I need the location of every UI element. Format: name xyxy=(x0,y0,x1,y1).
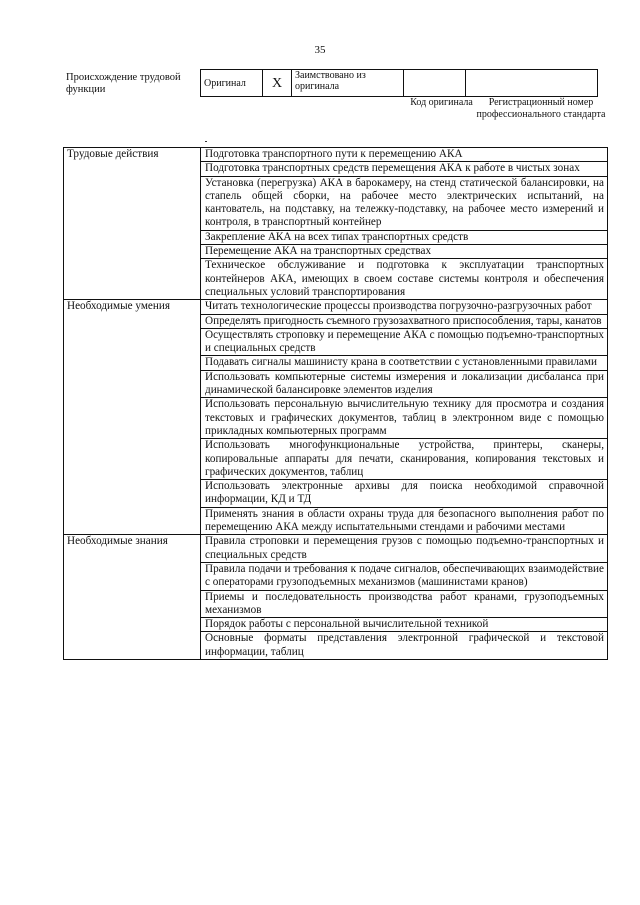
code-label: Код оригинала xyxy=(410,97,473,108)
category-cell: Необходимые знания xyxy=(64,535,201,660)
original-mark: X xyxy=(263,70,292,97)
table-row xyxy=(64,300,608,314)
item-cell: Применять знания в области охраны труда для безопасного выполнения работ по перемещению АКА между испытательными стендами и рабочими местами xyxy=(201,507,608,535)
item-cell: Использовать компьютерные системы измерения и локализации дисбаланса при динамической балансировке элементов изделия xyxy=(201,370,608,398)
item-cell: Приемы и последовательность производства работ кранами, грузоподъемных механизмов xyxy=(201,590,608,618)
item-cell: Использовать электронные архивы для поиска необходимой справочной информации, КД и ТД xyxy=(201,480,608,508)
table-row xyxy=(64,535,608,563)
labor-function-table xyxy=(63,147,608,660)
labor-function-table-body xyxy=(64,148,608,660)
item-cell: Основные форматы представления электронной графической и текстовой информации, таблиц xyxy=(201,632,608,660)
item-cell: Правила подачи и требования к подаче сигналов, обеспечивающих взаимодействие с операторами грузоподъемных механизмов (машинистами кранов) xyxy=(201,562,608,590)
reg-number-label: Регистрационный номер профессионального стандарта xyxy=(476,97,606,120)
item-cell: Установка (перегрузка) АКА в барокамеру, на стенд статической балансировки, на стапель общей сборки, на рабочее место электрических испытаний, на кантователь, на подставку, на тележку-подставку, на рабочее место измерений и контроля, в транспортный контейнер xyxy=(201,176,608,230)
reg-number-cell xyxy=(466,70,598,97)
item-cell: Подготовка транспортного пути к перемещению АКА xyxy=(201,148,608,162)
item-cell: Определять пригодность съемного грузозахватного приспособления, тары, канатов xyxy=(201,314,608,328)
item-cell: Закрепление АКА на всех типах транспортных средств xyxy=(201,230,608,244)
category-cell: Необходимые умения xyxy=(64,300,201,535)
item-cell: Правила строповки и перемещения грузов с помощью подъемно-транспортных и специальных средств xyxy=(201,535,608,563)
code-cell xyxy=(404,70,466,97)
item-cell: Использовать многофункциональные устройства, принтеры, сканеры, копировальные аппараты для печати, сканирования, копирования текстовых и графических документов, таблиц xyxy=(201,439,608,480)
original-label: Оригинал xyxy=(201,70,263,97)
item-cell: Читать технологические процессы производства погрузочно-разгрузочных работ xyxy=(201,300,608,314)
borrowed-label: Заимствовано из оригинала xyxy=(292,70,404,97)
item-cell: Использовать персональную вычислительную технику для просмотра и создания текстовых и графических документов, таблиц в электронном виде с помощью прикладных компьютерных программ xyxy=(201,398,608,439)
table-row xyxy=(64,148,608,162)
item-cell: Подавать сигналы машинисту крана в соответствии с установленными правилами xyxy=(201,356,608,370)
item-cell: Порядок работы с персональной вычислительной техникой xyxy=(201,618,608,632)
category-cell: Трудовые действия xyxy=(64,148,201,300)
item-cell: Техническое обслуживание и подготовка к эксплуатации транспортных контейнеров АКА, имеющих в своем составе системы контроля и обеспечения специальных условий транспортирования xyxy=(201,259,608,300)
divider xyxy=(205,141,207,142)
origin-label: Происхождение трудовой функции xyxy=(66,72,181,95)
origin-table xyxy=(200,69,598,97)
item-cell: Перемещение АКА на транспортных средствах xyxy=(201,245,608,259)
page-number: 35 xyxy=(314,44,326,56)
item-cell: Подготовка транспортных средств перемещения АКА к работе в чистых зонах xyxy=(201,162,608,176)
item-cell: Осуществлять строповку и перемещение АКА с помощью подъемно-транспортных и специальных средств xyxy=(201,328,608,356)
